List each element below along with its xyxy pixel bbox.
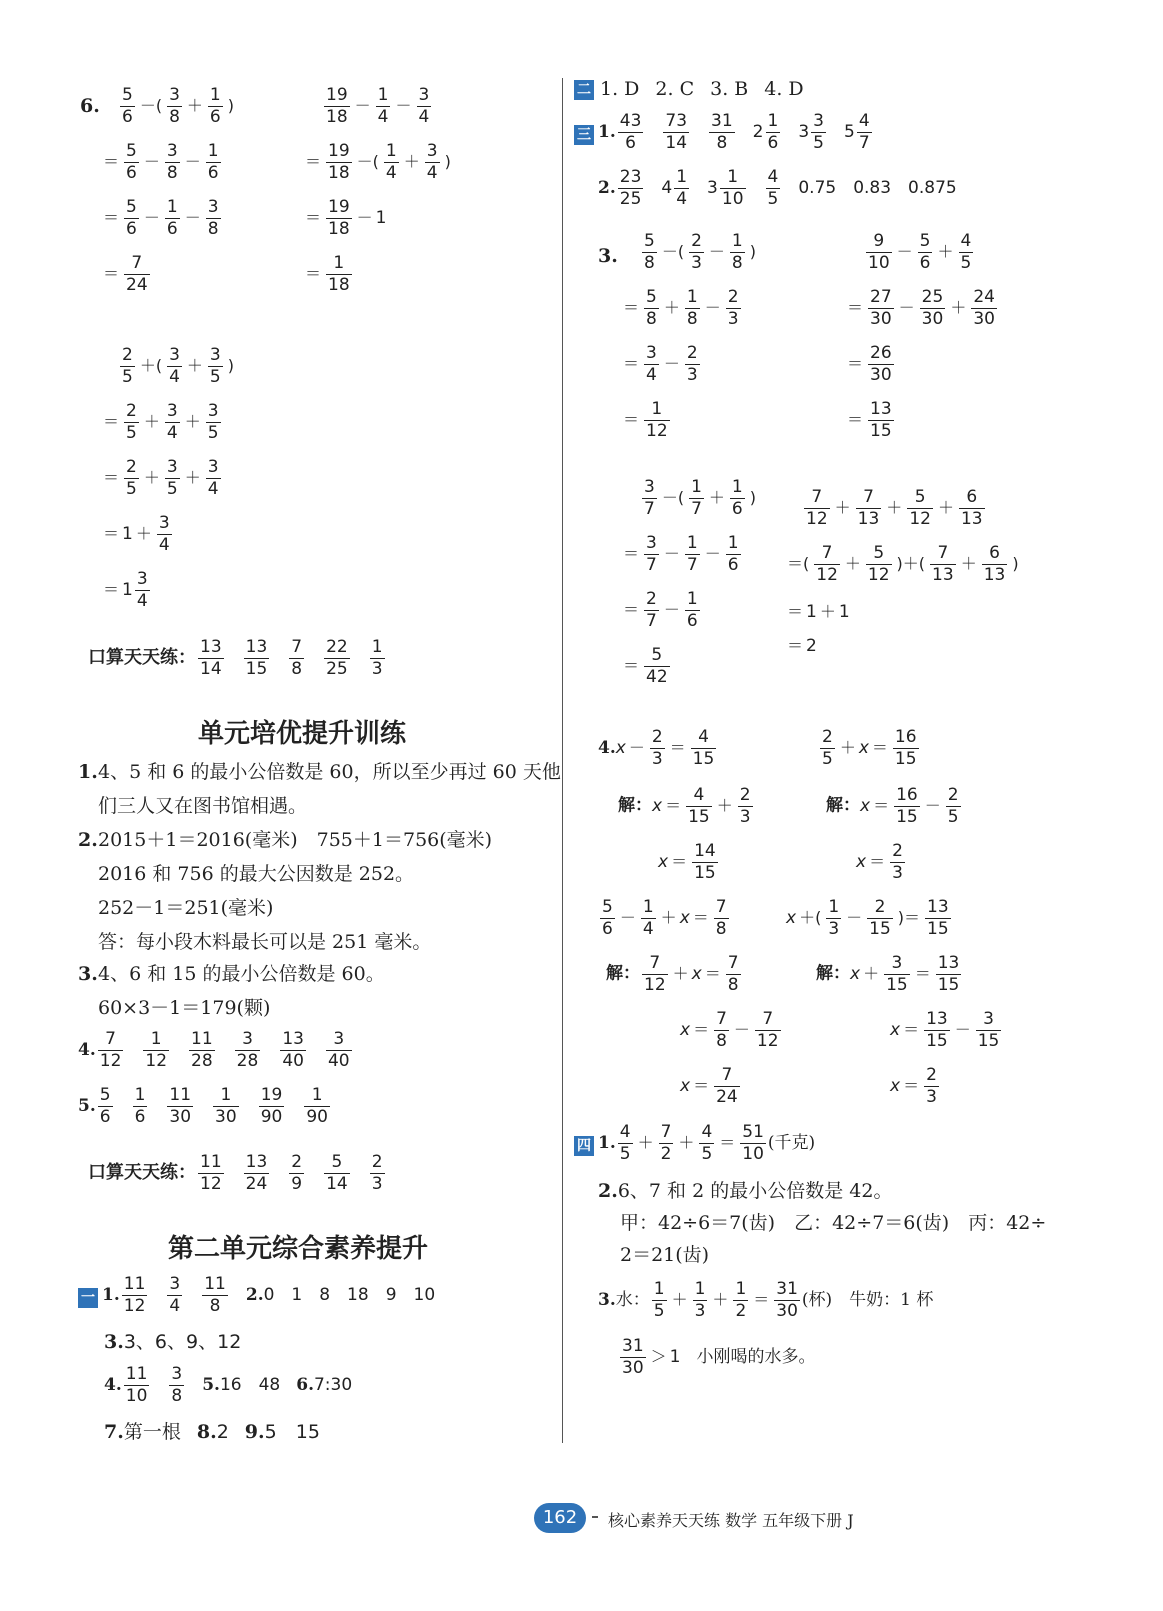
p3-line2: 60×3－1＝179(颗) bbox=[98, 997, 271, 1019]
b3-3-label: 3. bbox=[598, 245, 618, 267]
b3-4b-step1: 解：x ＝ $\frac{16}{15}$ － $\frac{2}{5}$ bbox=[826, 785, 959, 827]
q6-expr-c: $\frac{2}{5}$ ＋( $\frac{3}{4}$ ＋ $\frac{3}{5}$ ) bbox=[122, 345, 234, 387]
s2-row-4: 4. $\frac{11}{10}$ $\frac{3}{8}$ 5.16 48 6.7:30 bbox=[104, 1364, 353, 1406]
b2-answers: 1. D 2. C 3. B 4. D bbox=[600, 78, 804, 100]
p2-line3: 252－1＝251(毫米) bbox=[98, 897, 274, 919]
page-number: 162 bbox=[534, 1503, 586, 1533]
b3-3b-step2: ＝ $\frac{26}{30}$ bbox=[847, 343, 892, 385]
p1-line2: 们三人又在图书馆相遇。 bbox=[98, 795, 308, 817]
b3-4b-eq: $\frac{2}{5}$ ＋ x ＝ $\frac{16}{15}$ bbox=[822, 727, 917, 769]
q6-step-a1: ＝ $\frac{5}{6}$ － $\frac{3}{8}$ － $\frac{1}{6}$ bbox=[103, 141, 219, 183]
b3-3a-step2: ＝ $\frac{3}{4}$ － $\frac{2}{3}$ bbox=[623, 343, 698, 385]
b3-3c-step1: ＝ $\frac{3}{7}$ － $\frac{1}{7}$ － $\frac{1}{6}$ bbox=[623, 533, 739, 575]
b4-2-line1: 2.6、7 和 2 的最小公倍数是 42。 bbox=[598, 1180, 893, 1202]
q6-step-a2: ＝ $\frac{5}{6}$ － $\frac{1}{6}$ － $\frac{3}{8}$ bbox=[103, 197, 219, 239]
q6-step-a3: ＝ $\frac{7}{24}$ bbox=[103, 253, 148, 295]
badge-three: 三 bbox=[574, 125, 594, 145]
q6-step-b2: ＝ $\frac{19}{18}$ － 1 bbox=[305, 197, 387, 239]
b3-4c-eq: $\frac{5}{6}$ － $\frac{1}{4}$ ＋ x ＝ $\frac{7}{8}$ bbox=[602, 897, 727, 939]
badge-two: 二 bbox=[574, 80, 594, 100]
b3-4d-step3: x ＝ $\frac{2}{3}$ bbox=[890, 1065, 937, 1107]
q6-step-c3: ＝ 1 ＋ $\frac{3}{4}$ bbox=[103, 513, 170, 555]
p2-line2: 2016 和 756 的最大公因数是 252。 bbox=[98, 863, 415, 885]
p5-fractions: 5. $\frac{5}{6}$ $\frac{1}{6}$ $\frac{11}{30}$ $\frac{1}{30}$ $\frac{19}{90}$ $\frac{1}{90}$ bbox=[78, 1085, 328, 1127]
b3-4c-step2: x ＝ $\frac{7}{8}$ － $\frac{7}{12}$ bbox=[680, 1009, 779, 1051]
b4-2-line2: 甲：42÷6＝7(齿) 乙：42÷7＝6(齿) 丙：42÷ bbox=[620, 1212, 1047, 1234]
b3-4b-step2: x ＝ $\frac{2}{3}$ bbox=[856, 841, 903, 883]
p4-fractions: 4. $\frac{7}{12}$ $\frac{1}{12}$ $\frac{11}{28}$ $\frac{3}{28}$ $\frac{13}{40}$ $\frac{3}{40}$ bbox=[78, 1029, 350, 1071]
b3-4c-step3: x ＝ $\frac{7}{24}$ bbox=[680, 1065, 738, 1107]
b3-3d-step2: ＝ 1 ＋ 1 bbox=[787, 601, 850, 622]
p2-line4: 答：每小段木料最长可以是 251 毫米。 bbox=[98, 931, 432, 953]
q6-label: 6. bbox=[80, 95, 100, 117]
b3-3a-step3: ＝ $\frac{1}{12}$ bbox=[623, 399, 668, 441]
q6-step-c1: ＝ $\frac{2}{5}$ ＋ $\frac{3}{4}$ ＋ $\frac{3}{5}$ bbox=[103, 401, 219, 443]
b4-3-conclusion: $\frac{31}{30}$ ＞ 1 小刚喝的水多。 bbox=[622, 1336, 816, 1378]
b3-4a-eq: 4.x － $\frac{2}{3}$ ＝ $\frac{4}{15}$ bbox=[598, 727, 715, 769]
b3-3b-step3: ＝ $\frac{13}{15}$ bbox=[847, 399, 892, 441]
section-title-unit-2: 第二单元综合素养提升 bbox=[168, 1234, 429, 1264]
badge-four: 四 bbox=[574, 1136, 594, 1156]
b3-4d-step1: 解：x ＋ $\frac{3}{15}$ ＝ $\frac{13}{15}$ bbox=[816, 953, 960, 995]
badge-one: 一 bbox=[78, 1288, 98, 1308]
b3-4c-step1: 解： $\frac{7}{12}$ ＋ x ＝ $\frac{7}{8}$ bbox=[606, 953, 739, 995]
b3-4a-step1: 解：x ＝ $\frac{4}{15}$ ＋ $\frac{2}{3}$ bbox=[618, 785, 751, 827]
b3-3d-step3: ＝ 2 bbox=[787, 635, 817, 656]
p2-line1: 2015＋1＝2016(毫米) 755＋1＝756(毫米) bbox=[98, 829, 493, 851]
b3-4d-step2: x ＝ $\frac{13}{15}$ － $\frac{3}{15}$ bbox=[890, 1009, 1000, 1051]
b3-3c-step2: ＝ $\frac{2}{7}$ － $\frac{1}{6}$ bbox=[623, 589, 698, 631]
q6-step-c2: ＝ $\frac{2}{5}$ ＋ $\frac{3}{5}$ ＋ $\frac{3}{4}$ bbox=[103, 457, 219, 499]
s2-row-1: 1. $\frac{11}{12}$ $\frac{3}{4}$ $\frac{11}{8}$ 2.0 1 8 18 9 10 bbox=[102, 1274, 436, 1316]
p2-label: 2. bbox=[78, 829, 98, 851]
b3-row-1: 1. $\frac{43}{6}$ $\frac{73}{14}$ $\frac{31}{8}$ 2 $\frac{1}{6}$ 3 $\frac{3}{5}$ 5 $\frac{4}{7}$ bbox=[598, 111, 870, 153]
b3-3b-step1: ＝ $\frac{27}{30}$ － $\frac{25}{30}$ ＋ $\frac{24}{30}$ bbox=[847, 287, 995, 329]
b3-3d-step1: ＝( $\frac{7}{12}$ ＋ $\frac{5}{12}$ )＋( $\frac{7}{13}$ ＋ $\frac{6}{13}$ ) bbox=[787, 543, 1019, 585]
book-title: 核心素养天天练 数学 五年级下册 J bbox=[608, 1511, 854, 1530]
b3-3c-step3: ＝ $\frac{5}{42}$ bbox=[623, 645, 668, 687]
s2-row-7: 7.第一根 8.2 9.5 15 bbox=[104, 1421, 320, 1443]
b3-row-2: 2. $\frac{23}{25}$ 4 $\frac{1}{4}$ 3 $\frac{1}{10}$ $\frac{4}{5}$ 0.75 0.83 0.875 bbox=[598, 167, 957, 209]
b3-3a-expr: $\frac{5}{8}$ －( $\frac{2}{3}$ － $\frac{1}{8}$ ) bbox=[644, 231, 756, 273]
b3-3b-expr: $\frac{9}{10}$ － $\frac{5}{6}$ ＋ $\frac{4}{5}$ bbox=[868, 231, 972, 273]
p1-label: 1. bbox=[78, 761, 98, 783]
section-title-unit-training: 单元培优提升训练 bbox=[198, 719, 407, 749]
b4-2-line3: 2＝21(齿) bbox=[620, 1244, 710, 1266]
q6-expr-a: $\frac{5}{6}$ －( $\frac{3}{8}$ ＋ $\frac{1}{6}$ ) bbox=[122, 85, 234, 127]
q6-step-b3: ＝ $\frac{1}{18}$ bbox=[305, 253, 350, 295]
b3-4d-eq: x ＋( $\frac{1}{3}$ － $\frac{2}{15}$ )＝ $\frac{13}{15}$ bbox=[786, 897, 949, 939]
b4-3-row: 3.水： $\frac{1}{5}$ ＋ $\frac{1}{3}$ ＋ $\frac{1}{2}$ ＝ $\frac{31}{30}$ (杯) 牛奶：1 杯 bbox=[598, 1279, 934, 1321]
kousuan-row-2: 口算天天练： $\frac{11}{12}$ $\frac{13}{24}$ $\frac{2}{9}$ $\frac{5}{14}$ $\frac{2}{3}$ bbox=[88, 1152, 383, 1194]
p3-label: 3. bbox=[78, 963, 98, 985]
q6-step-b1: ＝ $\frac{19}{18}$ －( $\frac{1}{4}$ ＋ $\frac{3}{4}$ ) bbox=[305, 141, 451, 183]
q6-step-c4: ＝ 1 $\frac{3}{4}$ bbox=[103, 569, 148, 611]
footer-separator bbox=[592, 1516, 598, 1518]
b3-4a-step2: x ＝ $\frac{14}{15}$ bbox=[658, 841, 716, 883]
p1-line1: 4、5 和 6 的最小公倍数是 60，所以至少再过 60 天他 bbox=[98, 761, 561, 783]
b3-3a-step1: ＝ $\frac{5}{8}$ ＋ $\frac{1}{8}$ － $\frac{2}{3}$ bbox=[623, 287, 739, 329]
q6-expr-b: $\frac{19}{18}$ － $\frac{1}{4}$ － $\frac{3}{4}$ bbox=[326, 85, 430, 127]
kousuan-row-1: 口算天天练： $\frac{13}{14}$ $\frac{13}{15}$ $\frac{7}{8}$ $\frac{22}{25}$ $\frac{1}{3}$ bbox=[88, 637, 383, 679]
b4-row-1: 1. $\frac{4}{5}$ ＋ $\frac{7}{2}$ ＋ $\frac{4}{5}$ ＝ $\frac{51}{10}$ (千克) bbox=[598, 1122, 816, 1164]
b3-3d-expr: $\frac{7}{12}$ ＋ $\frac{7}{13}$ ＋ $\frac{5}{12}$ ＋ $\frac{6}{13}$ bbox=[806, 487, 983, 529]
s2-row-3: 3.3、6、9、12 bbox=[104, 1331, 242, 1353]
b3-3c-expr: $\frac{3}{7}$ －( $\frac{1}{7}$ ＋ $\frac{1}{6}$ ) bbox=[644, 477, 756, 519]
column-divider bbox=[562, 78, 563, 1443]
p3-line1: 4、6 和 15 的最小公倍数是 60。 bbox=[98, 963, 385, 985]
